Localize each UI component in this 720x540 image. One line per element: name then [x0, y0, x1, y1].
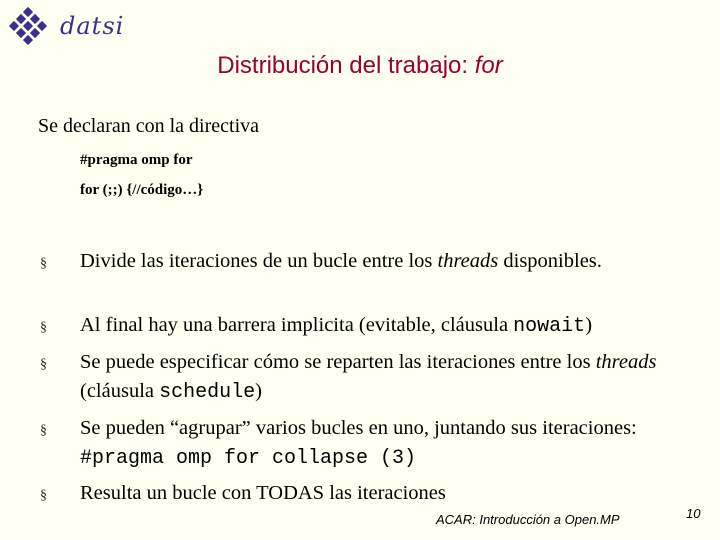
bullet-text: Se puede especificar cómo se reparten las iteraciones entre los threads (cláusula schedule) — [80, 351, 657, 404]
bullet-mark-icon: § — [40, 488, 47, 503]
bullet-mark-icon: § — [40, 423, 47, 438]
intro-text: Se declaran con la directiva — [38, 115, 259, 137]
code-line-for: for (;;) {//código…} — [80, 182, 204, 198]
bullet-mark-icon: § — [40, 357, 47, 372]
bullet-mark-icon: § — [40, 320, 47, 335]
logo-text: datsi — [60, 12, 125, 40]
bullet-text: Divide las iteraciones de un bucle entre los threads disponibles. — [80, 250, 602, 272]
bullet-text: Al final hay una barrera implicita (evitable, cláusula nowait) — [80, 314, 593, 338]
datsi-logo — [8, 6, 125, 46]
title-main: Distribución del trabajo: — [217, 52, 475, 79]
bullet-text: Resulta un bucle con TODAS las iteraciones — [80, 482, 446, 504]
logo-diamond-icon — [8, 6, 52, 46]
bullet-mark-icon: § — [40, 256, 47, 271]
title-emph: for — [474, 52, 503, 79]
footer-text: ACAR: Introducción a Open.MP — [436, 512, 620, 527]
bullet-text: Se pueden “agrupar” varios bucles en uno, juntando sus iteraciones: #pragma omp for collapse (3) — [80, 417, 637, 470]
slide-title — [0, 52, 720, 80]
page-number: 10 — [686, 506, 701, 521]
code-line-pragma: #pragma omp for — [80, 152, 193, 168]
